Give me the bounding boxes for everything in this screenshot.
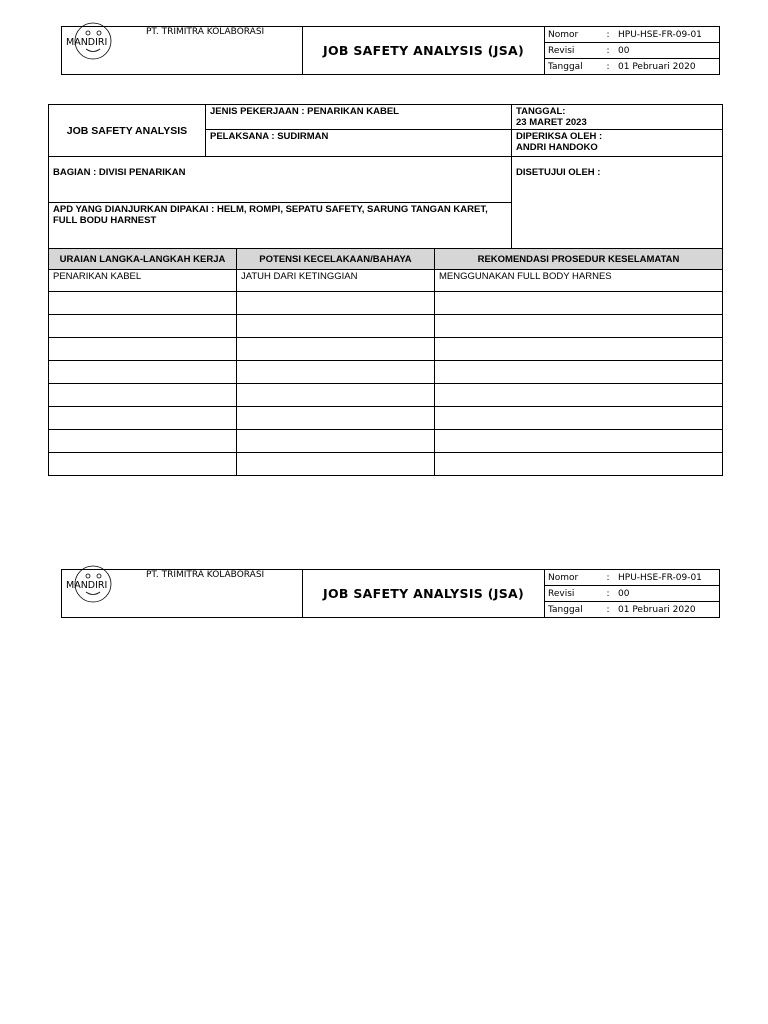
document-meta (545, 27, 720, 75)
meta-value: HPU-HSE-FR-09-01 (615, 27, 719, 43)
tanggal-value: 23 MARET 2023 (516, 117, 587, 128)
table-cell[interactable] (49, 384, 237, 407)
tanggal-label: TANGGAL: (516, 106, 566, 117)
meta-label: Tanggal (548, 604, 583, 615)
logo-cell (62, 27, 303, 75)
document-header-repeat (61, 569, 720, 616)
table-cell[interactable] (435, 384, 723, 407)
document-header (61, 26, 720, 73)
table-row-empty (49, 430, 723, 453)
meta-label: Revisi (545, 586, 601, 602)
table-cell: MENGGUNAKAN FULL BODY HARNES (435, 270, 723, 292)
meta-sep: : (601, 27, 615, 43)
diperiksa-label: DIPERIKSA OLEH : (516, 131, 603, 142)
bagian: BAGIAN : DIVISI PENARIKAN (49, 157, 512, 203)
table-cell[interactable] (49, 315, 237, 338)
column-header: URAIAN LANGKA-LANGKAH KERJA (49, 249, 237, 270)
table-row-empty (49, 315, 723, 338)
table-row-empty (49, 407, 723, 430)
company-name: PT. TRIMITRA KOLABORASI (146, 27, 265, 37)
jenis-pekerjaan: JENIS PEKERJAAN : PENARIKAN KABEL (206, 105, 512, 130)
table-row-empty (49, 384, 723, 407)
column-header: POTENSI KECELAKAAN/BAHAYA (237, 249, 435, 270)
table-cell: JATUH DARI KETINGGIAN (237, 270, 435, 292)
meta-label: Revisi (545, 43, 601, 59)
meta-label: Nomor (545, 570, 601, 586)
table-cell[interactable] (237, 430, 435, 453)
table-row-empty (49, 361, 723, 384)
disetujui-oleh: DISETUJUI OLEH : (512, 157, 723, 249)
table-cell[interactable] (435, 361, 723, 384)
table-cell[interactable] (435, 292, 723, 315)
table-row-empty (49, 292, 723, 315)
meta-value: 00 (615, 43, 719, 59)
table-cell[interactable] (237, 407, 435, 430)
diperiksa-cell (512, 130, 723, 157)
table-cell[interactable] (49, 338, 237, 361)
meta-value: HPU-HSE-FR-09-01 (615, 570, 719, 586)
document-title: JOB SAFETY ANALYSIS (JSA) (303, 27, 545, 75)
table-cell[interactable] (49, 430, 237, 453)
meta-sep: : (606, 604, 610, 615)
meta-label: Nomor (545, 27, 601, 43)
meta-sep: : (606, 61, 610, 72)
jsa-form (48, 104, 722, 476)
meta-sep: : (601, 43, 615, 59)
table-cell[interactable] (49, 292, 237, 315)
table-cell[interactable] (49, 453, 237, 476)
table-cell[interactable] (435, 430, 723, 453)
pelaksana: PELAKSANA : SUDIRMAN (206, 130, 512, 157)
document-title: JOB SAFETY ANALYSIS (JSA) (303, 570, 545, 618)
table-cell[interactable] (435, 315, 723, 338)
table-cell[interactable] (237, 361, 435, 384)
meta-value: 00 (615, 586, 719, 602)
table-cell[interactable] (49, 361, 237, 384)
tanggal-cell (512, 105, 723, 130)
table-cell: PENARIKAN KABEL (49, 270, 237, 292)
column-header: REKOMENDASI PROSEDUR KESELAMATAN (435, 249, 723, 270)
meta-sep: : (601, 586, 615, 602)
company-name: PT. TRIMITRA KOLABORASI (146, 570, 265, 580)
logo-text: MANDIRI (66, 37, 108, 48)
table-row (49, 270, 723, 292)
table-cell[interactable] (237, 453, 435, 476)
logo-cell (62, 570, 303, 618)
table-cell[interactable] (237, 384, 435, 407)
diperiksa-value: ANDRI HANDOKO (516, 142, 598, 153)
logo-text: MANDIRI (66, 580, 108, 591)
table-cell[interactable] (237, 315, 435, 338)
table-cell[interactable] (435, 338, 723, 361)
meta-label: Tanggal (548, 61, 583, 72)
table-cell[interactable] (49, 407, 237, 430)
meta-sep: : (601, 570, 615, 586)
form-title: JOB SAFETY ANALYSIS (49, 105, 206, 157)
apd: APD YANG DIANJURKAN DIPAKAI : HELM, ROMPI, SEPATU SAFETY, SARUNG TANGAN KARET, FULL BODU HARNEST (49, 203, 512, 249)
table-cell[interactable] (237, 338, 435, 361)
document-meta (545, 570, 720, 618)
table-cell[interactable] (435, 453, 723, 476)
table-row-empty (49, 453, 723, 476)
meta-value: 01 Pebruari 2020 (618, 604, 696, 615)
meta-value: 01 Pebruari 2020 (618, 61, 696, 72)
table-row-empty (49, 338, 723, 361)
table-cell[interactable] (435, 407, 723, 430)
table-cell[interactable] (237, 292, 435, 315)
